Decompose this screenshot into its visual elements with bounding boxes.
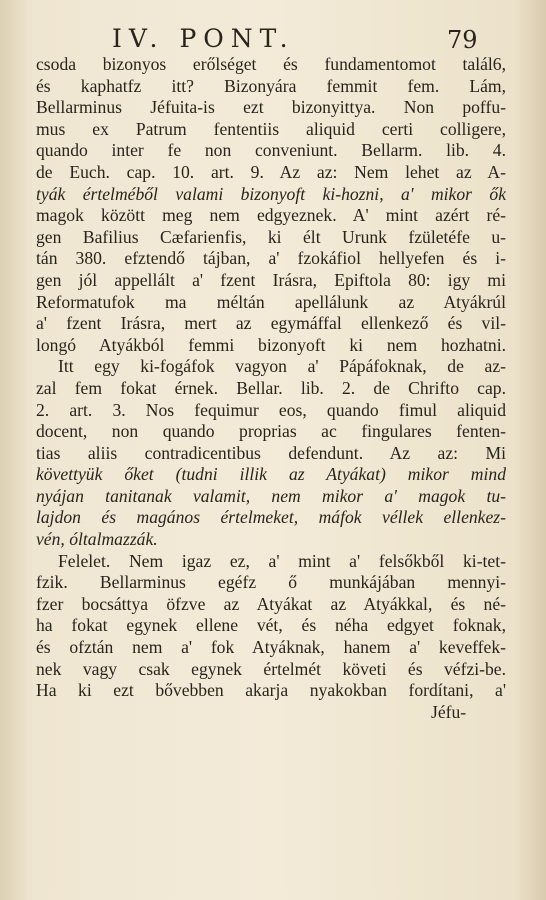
text-line: nyájan tanitanak valamit, nem mikor a' magok tu- bbox=[36, 485, 506, 506]
text-line: magok között meg nem edgyeznek. A' mint azért ré- bbox=[36, 205, 506, 226]
text-line: a' fzent Irásra, mert az egymáffal ellenkező és vil- bbox=[36, 313, 506, 334]
text-line: Felelet. Nem igaz ez, a' mint a' felsőkből ki-tet- bbox=[58, 550, 506, 571]
text-line: longó Atyákból femmi bizonyoft ki nem hozhatni. bbox=[36, 334, 506, 355]
text-line: gen Bafilius Cæfarienfis, ki élt Urunk fzületéfe u- bbox=[36, 226, 506, 247]
text-line: Itt egy ki-fogáfok vagyon a' Pápáfoknak, de az- bbox=[58, 356, 506, 377]
text-line: lajdon és magános értelmeket, máfok véllek ellenkez- bbox=[36, 507, 506, 528]
text-line: tias aliis contradicentibus defendunt. Az az: Mi bbox=[36, 442, 506, 463]
text-line: gen jól appellált a' fzent Irásra, Epiftola 80: igy mi bbox=[36, 269, 506, 290]
text-line: mus ex Patrum fententiis aliquid certi colligere, bbox=[36, 118, 506, 139]
text-line: fzer bocsáttya öfzve az Atyákat az Atyákkal, és né- bbox=[36, 593, 506, 614]
text-line: 2. art. 3. Nos fequimur eos, quando fimul aliquid bbox=[36, 399, 506, 420]
page-header bbox=[0, 24, 546, 56]
text-line: ha fokat egynek ellene vét, és néha edgyet foknak, bbox=[36, 615, 506, 636]
text-line: Reformatufok ma méltán apellálunk az Atyákrúl bbox=[36, 291, 506, 312]
text-line: zal fem fokat érnek. Bellar. lib. 2. de Chrifto cap. bbox=[36, 377, 506, 398]
text-line: de Euch. cap. 10. art. 9. Az az: Nem lehet az A- bbox=[36, 161, 506, 182]
text-line: fzik. Bellarminus egéfz ő munkájában mennyi- bbox=[36, 572, 506, 593]
page-number: 79 bbox=[447, 26, 478, 54]
text-line: docent, non quando proprias ac fingulares fenten- bbox=[36, 421, 506, 442]
text-line: tán 380. efztendő tájban, a' fzokáfiol hellyefen és i- bbox=[36, 248, 506, 269]
running-title: IV. PONT. bbox=[112, 24, 295, 53]
text-line: tyák értelméből valami bizonyoft ki-hozni, a' mikor ők bbox=[36, 183, 506, 204]
text-line: követtyük őket (tudni illik az Atyákat) mikor mind bbox=[36, 464, 506, 485]
text-line: vén, óltalmazzák. bbox=[36, 529, 158, 550]
text-line: és ofztán nem a' fok Atyáknak, hanem a' keveffek- bbox=[36, 637, 506, 658]
text-line: quando inter fe non conveniunt. Bellarm. lib. 4. bbox=[36, 140, 506, 161]
text-line: Bellarminus Jéfuita-is ezt bizonyittya. Non poffu- bbox=[36, 97, 506, 118]
text-line: Ha ki ezt bővebben akarja nyakokban fordítani, a' bbox=[36, 680, 506, 701]
text-line: és kaphatfz itt? Bizonyára femmit fem. Lám, bbox=[36, 75, 506, 96]
catchword: Jéfu- bbox=[431, 701, 467, 722]
body-text bbox=[36, 54, 506, 723]
text-line: nek vagy csak egynek értelmét követi és véfzi-be. bbox=[36, 658, 506, 679]
text-line: csoda bizonyos erőlséget és fundamentomot talál6, bbox=[36, 54, 506, 74]
